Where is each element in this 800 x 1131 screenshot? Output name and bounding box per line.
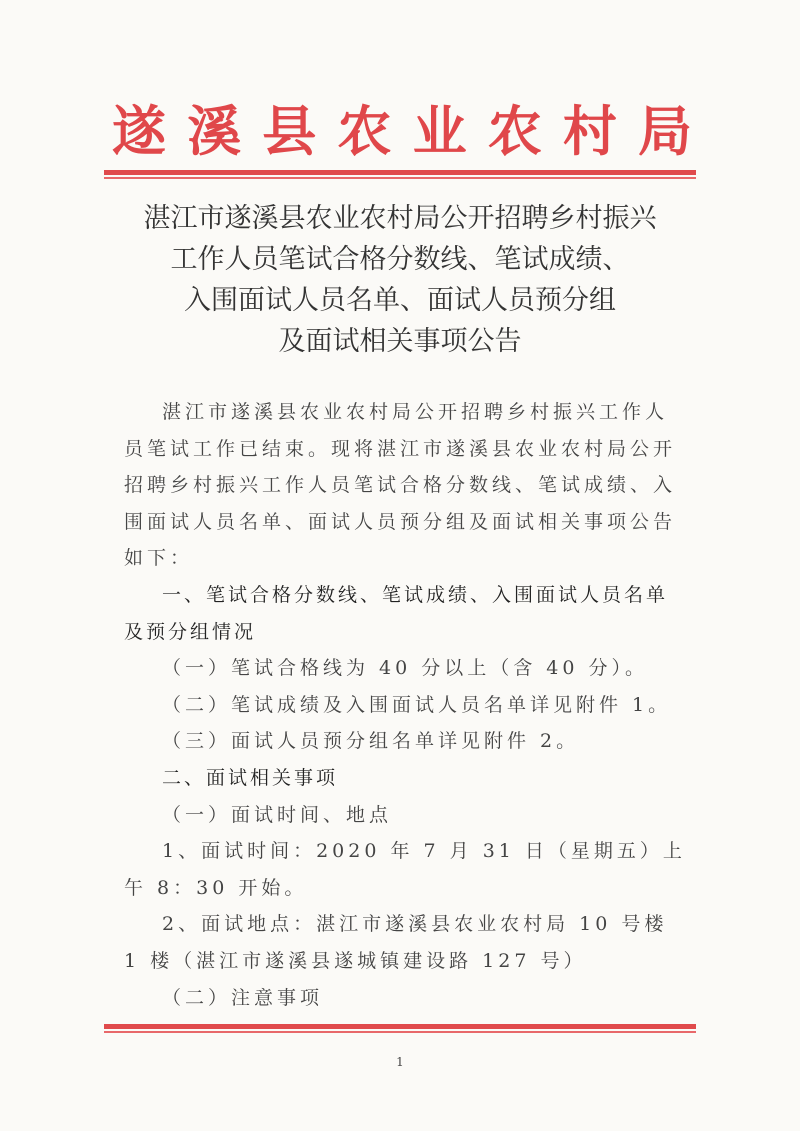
- title-line: 及面试相关事项公告: [278, 326, 522, 357]
- title-line: 湛江市遂溪县农业农村局公开招聘乡村振兴: [143, 203, 657, 234]
- section-1-heading: 一、笔试合格分数线、笔试成绩、入围面试人员名单及预分组情况: [124, 583, 669, 643]
- masthead-char: 遂: [112, 98, 166, 163]
- header-red-rule: [104, 170, 696, 179]
- document-title: [120, 198, 680, 362]
- masthead-char: 溪: [187, 98, 242, 163]
- section-1-item: （一）笔试合格线为 40 分以上（含 40 分）。: [162, 657, 649, 680]
- section-2-subheading: （一）面试时间、地点: [162, 803, 393, 826]
- title-line: 工作人员笔试合格分数线、笔试成绩、: [170, 244, 630, 275]
- masthead-agency-name: [112, 92, 692, 162]
- section-1-item: （三）面试人员预分组名单详见附件 2。: [162, 730, 580, 753]
- interview-place: 2、面试地点：湛江市遂溪县农业农村局 10 号楼 1 楼（湛江市遂溪县遂城镇建设路 127 号）: [124, 913, 668, 972]
- section-2-heading: 二、面试相关事项: [162, 766, 339, 789]
- title-line: 入围面试人员名单、面试人员预分组: [184, 285, 616, 316]
- masthead-char: 县: [262, 98, 317, 163]
- page-number: 1: [396, 1055, 404, 1069]
- masthead-char: 农: [337, 98, 392, 163]
- intro-paragraph: 湛江市遂溪县农业农村局公开招聘乡村振兴工作人员笔试工作已结束。现将湛江市遂溪县农业农村局公开招聘乡村振兴工作人员笔试合格分数线、笔试成绩、入围面试人员名单、面试人员预分组及面试相关事项公告如下：: [124, 401, 677, 570]
- section-1-item: （二）笔试成绩及入围面试人员名单详见附件 1。: [162, 693, 672, 716]
- interview-time: 1、面试时间：2020 年 7 月 31 日（星期五）上午 8：30 开始。: [124, 840, 686, 899]
- footer-red-rule: [104, 1024, 696, 1033]
- masthead-char: 业: [412, 98, 467, 163]
- masthead-char: 村: [562, 98, 617, 163]
- masthead-char: 局: [637, 98, 692, 163]
- document-body: [124, 394, 688, 1016]
- masthead-char: 农: [487, 98, 542, 163]
- section-2-subheading: （二）注意事项: [162, 986, 324, 1009]
